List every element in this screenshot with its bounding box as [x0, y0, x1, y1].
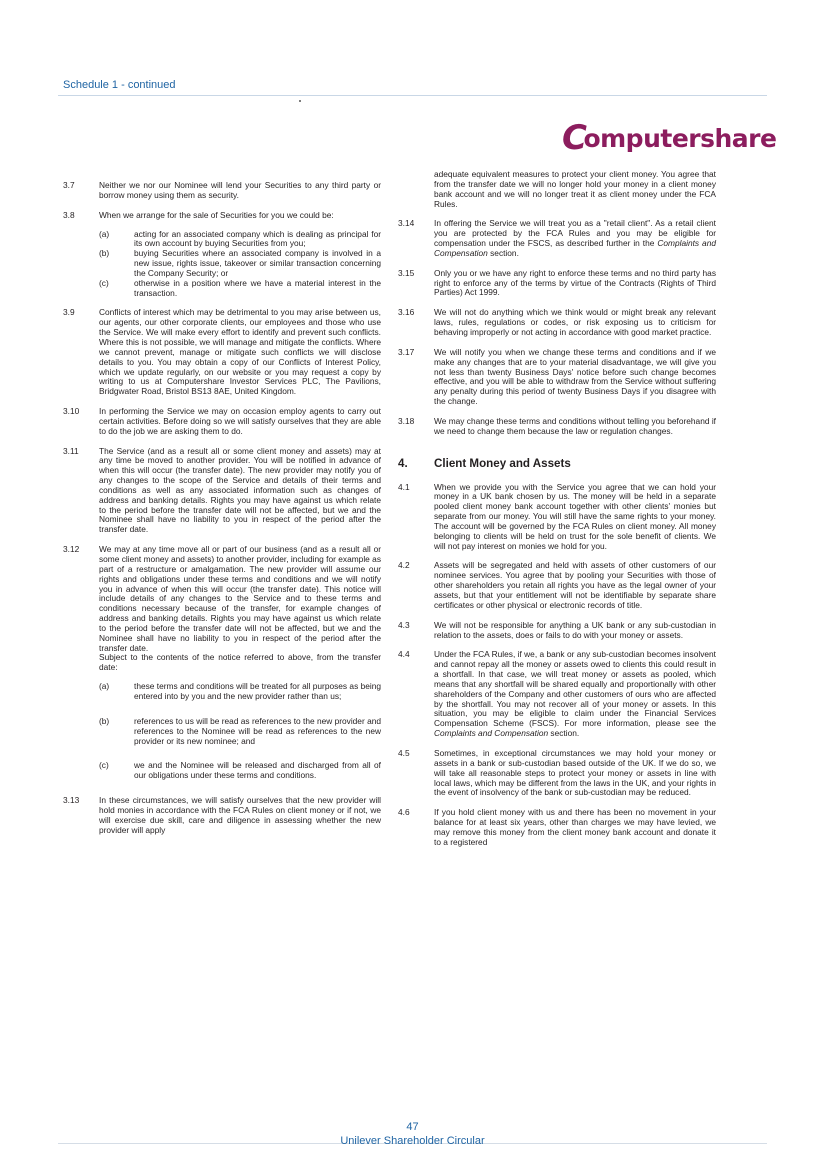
- clause-3-8: [63, 211, 381, 299]
- sub-item-label: (c): [99, 760, 109, 771]
- section-heading-4: [398, 457, 716, 471]
- sub-item-text: we and the Nominee will be released and discharged from all of our obligations under these terms and conditions.: [134, 760, 381, 781]
- clause-text: Sometimes, in exceptional circumstances we may hold your money or assets in a bank or sub-custodian based outside of the UK. If we do so, we will take all reasonable steps to protect your money or assets in line with local laws, which may be different from the laws in the UK, and your rights in the event of insolvency of the bank or sub-custodian may be reduced.: [434, 747, 716, 798]
- sub-item-label: (a): [99, 681, 110, 692]
- section-reference: Complaints and Compensation: [434, 728, 549, 739]
- clause-4-5: [398, 749, 716, 798]
- page-number: 47: [406, 1121, 419, 1133]
- clause-text: In these circumstances, we will satisfy ourselves that the new provider will hold monies in accordance with the FCA Rules on client money or if not, we will exercise due skill, care and diligence in assessing whether the new provider will apply: [99, 795, 381, 835]
- section-title: Client Money and Assets: [434, 456, 571, 470]
- logo-mark: C: [562, 118, 587, 158]
- section-number: 4.: [398, 456, 408, 470]
- clause-3-9: [63, 308, 381, 397]
- clause-number: 3.17: [398, 346, 415, 357]
- clause-number: 3.13: [63, 795, 80, 806]
- sub-item-label: (a): [99, 228, 110, 239]
- clause-text: The Service (and as a result all or some client money and assets) may at any time be moved to another provider. You will be notified in advance of when this will occur (the transfer date). The new provider may notify you of any changes to the scope of the Service and details of their terms and conditions as well as any associated information such as changes of address and banking details. Rights you may have against us which relate to the period before the transfer date will not be affected, but we and the Nominee shall have no liability to you in respect of the period after the transfer date.: [99, 445, 381, 535]
- sub-item-list: [99, 682, 381, 781]
- clause-text-part: section.: [487, 247, 519, 258]
- clause-text: We will notify you when we change these terms and conditions and if we make any changes that are to your material disadvantage, we will give you not less than twenty Business Days' notice before such change becomes effective, and you will be able to withdraw from the Service without suffering any penalty during this period of twenty Business Days if you disagree with the change.: [434, 346, 716, 407]
- clause-number: 3.8: [63, 209, 75, 220]
- sub-item-text: references to us will be read as references to the new provider and references to the Nominee will be read as references to the new provider or its new nominee; and: [134, 715, 381, 746]
- clause-text: Only you or we have any right to enforce these terms and no third party has right to enforce any of the terms by virtue of the Contracts (Rights of Third Parties) Act 1999.: [434, 267, 716, 298]
- right-column: [398, 170, 716, 858]
- clause-3-12: [63, 545, 381, 781]
- clause-4-3: [398, 621, 716, 641]
- clause-text: We will not be responsible for anything a UK bank or any sub-custodian in relation to the assets, does or fails to do with your money or assets.: [434, 619, 716, 640]
- clause-text: If you hold client money with us and there has been no movement in your balance for at least six years, other than charges we may have levied, we may remove this money from the client money bank account and donate it to a registered: [434, 807, 716, 847]
- sub-item: [99, 682, 381, 702]
- clause-number: 4.5: [398, 747, 410, 758]
- sub-item-list: [99, 230, 381, 299]
- sub-item: [99, 761, 381, 781]
- sub-item-label: (b): [99, 715, 110, 726]
- clause-text: Conflicts of interest which may be detrimental to you may arise between us, our agents, our other corporate clients, our employees and those who use the Service. We will make every effort to identify and prevent such conflicts. Where this is not possible, we will manage and mitigate the conflicts. Where we cannot prevent, manage or mitigate such conflicts we will disclose details to you. You may obtain a copy of our Conflicts of Interest Policy, which we update regularly, on our website or you may request a copy by writing to us at Computershare Investor Services PLC, The Pavilions, Bridgwater Road, Bristol BS13 8AE, United Kingdom.: [99, 307, 381, 397]
- clause-text: [434, 219, 716, 258]
- clause-3-7: [63, 181, 381, 201]
- section-reference: Complaints and Compensation: [434, 238, 716, 258]
- clause-text: We may change these terms and conditions without telling you beforehand if we need to change them because the law or regulation changes.: [434, 415, 716, 436]
- clause-4-1: [398, 483, 716, 552]
- clause-number: 3.7: [63, 180, 75, 190]
- sub-item: [99, 230, 381, 250]
- section-header: Schedule 1 - continued: [63, 79, 176, 91]
- clause-number: 3.10: [63, 406, 80, 417]
- logo-wordmark: omputershare: [583, 123, 777, 153]
- clause-number: 3.9: [63, 307, 75, 318]
- clause-text: Neither we nor our Nominee will lend your Securities to any third party or borrow money using them as security.: [99, 180, 381, 200]
- clause-3-10: [63, 407, 381, 437]
- clause-3-13: [63, 796, 381, 835]
- sub-item-text: these terms and conditions will be treated for all purposes as being entered into by you and the new provider rather than us;: [134, 681, 381, 701]
- clause-text: In performing the Service we may on occasion employ agents to carry out certain activities. Before doing so we will satisfy ourselves that they are able to do the job we are asking them to do.: [99, 406, 381, 436]
- clause-number: 4.1: [398, 481, 410, 492]
- clause-text: [434, 650, 716, 739]
- sub-item-label: (b): [99, 248, 110, 259]
- clause-text: We will not do anything which we think would or might break any relevant laws, rules, regulations or codes, or risk exposing us to criticism for behaving improperly or not acting in accordance with good market practice.: [434, 307, 716, 337]
- clause-3-16: [398, 308, 716, 338]
- clause-number: 3.18: [398, 415, 415, 426]
- clause-number: 4.2: [398, 560, 410, 571]
- clause-text-part: section.: [548, 728, 580, 739]
- clause-text-part: In offering the Service we will treat you as a "retail client". As a retail client you are protected by the FCA Rules and you may be eligible for compensation under the FSCS, as described further in the: [434, 218, 716, 249]
- sub-item-text: otherwise in a position where we have a material interest in the transaction.: [134, 277, 381, 298]
- clause-number: 4.3: [398, 619, 410, 630]
- clause-number: 3.11: [63, 445, 79, 456]
- clause-4-4: [398, 650, 716, 739]
- clause-3-14: [398, 219, 716, 258]
- clause-text: Assets will be segregated and held with assets of other customers of our nominee services. You agree that by pooling your Securities with those of other shareholders you retain all rights you have as the legal owner of your assets, but that your entitlement will not be identifiable by separate share certificates or other physical or electronic records of title.: [434, 560, 716, 610]
- sub-item-text: buying Securities where an associated company is involved in a new issue, rights issue, takeover or similar transaction concerning the Company Security; or: [134, 248, 381, 278]
- clause-number: 4.6: [398, 807, 410, 818]
- left-column: [63, 181, 381, 845]
- clause-3-15: [398, 269, 716, 299]
- clause-4-2: [398, 561, 716, 610]
- clause-text: When we provide you with the Service you agree that we can hold your money in a UK bank chosen by us. The money will be held in a separate pooled client money bank account together with other clients' monies but separate from our money. You will still have the same rights to your money. The account will be governed by the FCA Rules on client money. All money belonging to clients will be held on trust for the sole benefit of clients. We will not pay interest on monies we hold for you.: [434, 481, 716, 551]
- clause-3-11: [63, 447, 381, 536]
- subject-to-text: Subject to the contents of the notice referred to above, from the transfer date:: [99, 652, 381, 673]
- clause-number: 3.12: [63, 544, 80, 555]
- header-divider: [58, 95, 767, 96]
- stray-dot: [299, 100, 301, 102]
- clause-number: 3.14: [398, 218, 415, 229]
- sub-item: [99, 717, 381, 747]
- clause-number: 4.4: [398, 649, 410, 660]
- clause-4-6: [398, 808, 716, 847]
- clause-text-part: Under the FCA Rules, if we, a bank or any sub-custodian becomes insolvent and cannot repay all the money or assets owed to clients this could result in a shortfall. In that case, we will treat money or assets as pooled, which means that any shortfall will be shared equally and proportionally with other shareholders of the Company and other customers of ours who are affected by the shortfall. You may not recover all of your money or assets. In this situation, you may be eligible to claim under the Financial Services Compensation Scheme (FSCS). For more information, please see the: [434, 649, 716, 729]
- clause-3-18: [398, 417, 716, 437]
- computershare-logo: [562, 118, 777, 158]
- sub-item-text: acting for an associated company which is dealing as principal for its own account by buying Securities from you;: [134, 228, 381, 249]
- clause-number: 3.15: [398, 267, 415, 278]
- clause-3-13-continued: adequate equivalent measures to protect your client money. You agree that from the transfer date we will no longer hold your money in a client money bank account and we will no longer treat it as client money under the FCA Rules.: [434, 169, 716, 209]
- sub-item: [99, 249, 381, 279]
- clause-number: 3.16: [398, 307, 415, 318]
- clause-3-17: [398, 348, 716, 407]
- clause-text: When we arrange for the sale of Securities for you we could be:: [99, 209, 334, 220]
- sub-item: [99, 279, 381, 299]
- sub-item-label: (c): [99, 277, 109, 288]
- clause-text: We may at any time move all or part of our business (and as a result all or some client money and assets) to another provider, including for example as part of a restructure or amalgamation. The new provider will assume our rights and obligations under these terms and conditions and we will notify you in advance of when this will occur (the transfer date). This notice will include details of any changes to the Service and to these terms and conditions necessary because of the transfer, for example changes of address and banking details. Rights you may have against us which relate to the period before the transfer date will not be affected, but we and the Nominee shall have no liability to you in respect of the period after the transfer date.: [99, 544, 381, 653]
- footer-title: Unilever Shareholder Circular: [340, 1135, 485, 1147]
